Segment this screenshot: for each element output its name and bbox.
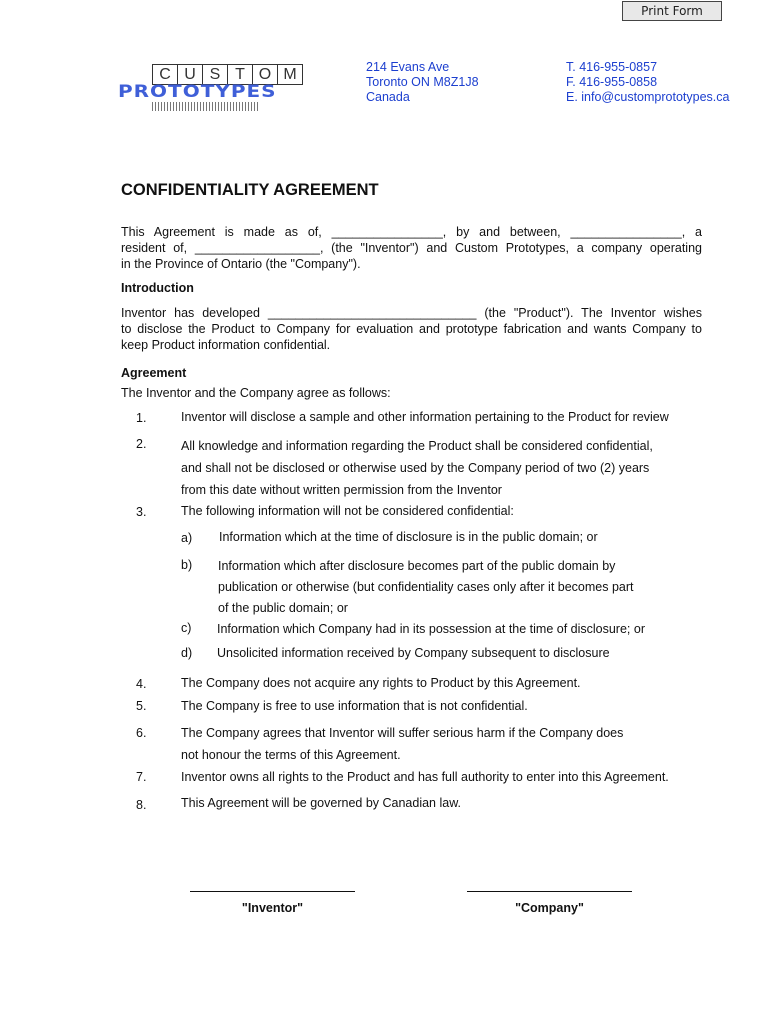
item-number: 8.: [136, 798, 147, 812]
logo-letter: U: [177, 64, 202, 85]
print-form-button[interactable]: Print Form: [622, 1, 722, 21]
company-logo: [118, 64, 297, 114]
agreement-heading: Agreement: [121, 366, 187, 380]
address-line: Canada: [366, 90, 410, 104]
subitem-letter: d): [181, 646, 193, 660]
item-line: Unsolicited information received by Company subsequent to disclosure: [217, 646, 610, 660]
company-address: [366, 60, 479, 105]
item-number: 6.: [136, 726, 147, 740]
document-title: CONFIDENTIALITY AGREEMENT: [121, 181, 379, 199]
logo-letter: T: [227, 64, 252, 85]
introduction-paragraph: [121, 305, 702, 353]
item-line: The Company does not acquire any rights to Product by this Agreement.: [181, 676, 581, 690]
item-line: not honour the terms of this Agreement.: [181, 748, 401, 762]
item-line: The following information will not be considered confidential:: [181, 504, 514, 518]
subitem-a: [219, 529, 598, 545]
agreement-item-1: [181, 409, 669, 425]
item-number: 5.: [136, 699, 147, 713]
paragraph-line: This Agreement is made as of, ________________, by and between, ________________, a: [121, 225, 702, 239]
logo-letter: C: [152, 64, 177, 85]
paragraph-line: in the Province of Ontario (the "Company").: [121, 257, 361, 271]
item-line: Inventor will disclose a sample and other information pertaining to the Product for review: [181, 410, 669, 424]
logo-letter: M: [277, 64, 303, 85]
item-line: All knowledge and information regarding the Product shall be considered confidential,: [181, 439, 653, 453]
item-line: Inventor owns all rights to the Product and has full authority to enter into this Agreement.: [181, 770, 669, 784]
subitem-letter: a): [181, 531, 193, 545]
item-line: Information which Company had in its possession at the time of disclosure; or: [217, 622, 645, 636]
item-line: The Company agrees that Inventor will suffer serious harm if the Company does: [181, 726, 624, 740]
agreement-item-4: [181, 675, 581, 691]
agreement-lead: The Inventor and the Company agree as follows:: [121, 386, 391, 400]
agreement-item-5: [181, 698, 528, 714]
item-line: publication or otherwise (but confidentiality cases only after it becomes part: [218, 580, 634, 594]
item-line: This Agreement will be governed by Canadian law.: [181, 796, 462, 810]
subitem-letter: b): [181, 558, 193, 572]
agreement-item-2: [181, 435, 653, 501]
logo-letter: S: [202, 64, 227, 85]
address-line: 214 Evans Ave: [366, 60, 450, 74]
introduction-heading: Introduction: [121, 281, 194, 295]
item-line: of the public domain; or: [218, 601, 348, 615]
paragraph-line: Inventor has developed ______________________________ (the "Product"). The Inventor wishes: [121, 306, 702, 320]
item-line: Information which at the time of disclosure is in the public domain; or: [219, 530, 598, 544]
company-signature-label: "Company": [515, 901, 584, 915]
logo-ruler-graphic: [152, 102, 260, 111]
contact-email: E. info@customprototypes.ca: [566, 90, 730, 104]
agreement-item-7: [181, 769, 669, 785]
agreement-item-8: [181, 795, 461, 811]
intro-paragraph: [121, 224, 702, 272]
item-line: Information which after disclosure becomes part of the public domain by: [218, 559, 616, 573]
item-number: 7.: [136, 770, 147, 784]
contact-phone: T. 416-955-0857: [566, 60, 658, 74]
logo-wordmark: PROTOTYPES: [118, 81, 277, 102]
item-line: from this date without written permission from the Inventor: [181, 483, 502, 497]
item-line: The Company is free to use information that is not confidential.: [181, 699, 528, 713]
paragraph-line: to disclose the Product to Company for evaluation and prototype fabrication and wants Company to: [121, 322, 702, 336]
agreement-item-3: [181, 503, 514, 519]
subitem-c: [217, 621, 645, 637]
paragraph-line: keep Product information confidential.: [121, 338, 331, 352]
agreement-item-6: [181, 722, 623, 766]
address-line: Toronto ON M8Z1J8: [366, 75, 479, 89]
subitem-letter: c): [181, 621, 192, 635]
inventor-signature-label: "Inventor": [241, 901, 304, 915]
contact-fax: F. 416-955-0858: [566, 75, 658, 89]
subitem-b: [218, 556, 634, 619]
company-signature-line[interactable]: [467, 891, 632, 892]
inventor-signature-line[interactable]: [190, 891, 355, 892]
item-number: 1.: [136, 411, 147, 425]
company-contact: [566, 60, 729, 105]
item-number: 4.: [136, 677, 147, 691]
item-line: and shall not be disclosed or otherwise used by the Company period of two (2) years: [181, 461, 650, 475]
logo-letter: O: [252, 64, 277, 85]
paragraph-line: resident of, __________________, (the "Inventor") and Custom Prototypes, a company operating: [121, 241, 702, 255]
subitem-d: [217, 645, 610, 661]
item-number: 3.: [136, 505, 147, 519]
item-number: 2.: [136, 437, 147, 451]
